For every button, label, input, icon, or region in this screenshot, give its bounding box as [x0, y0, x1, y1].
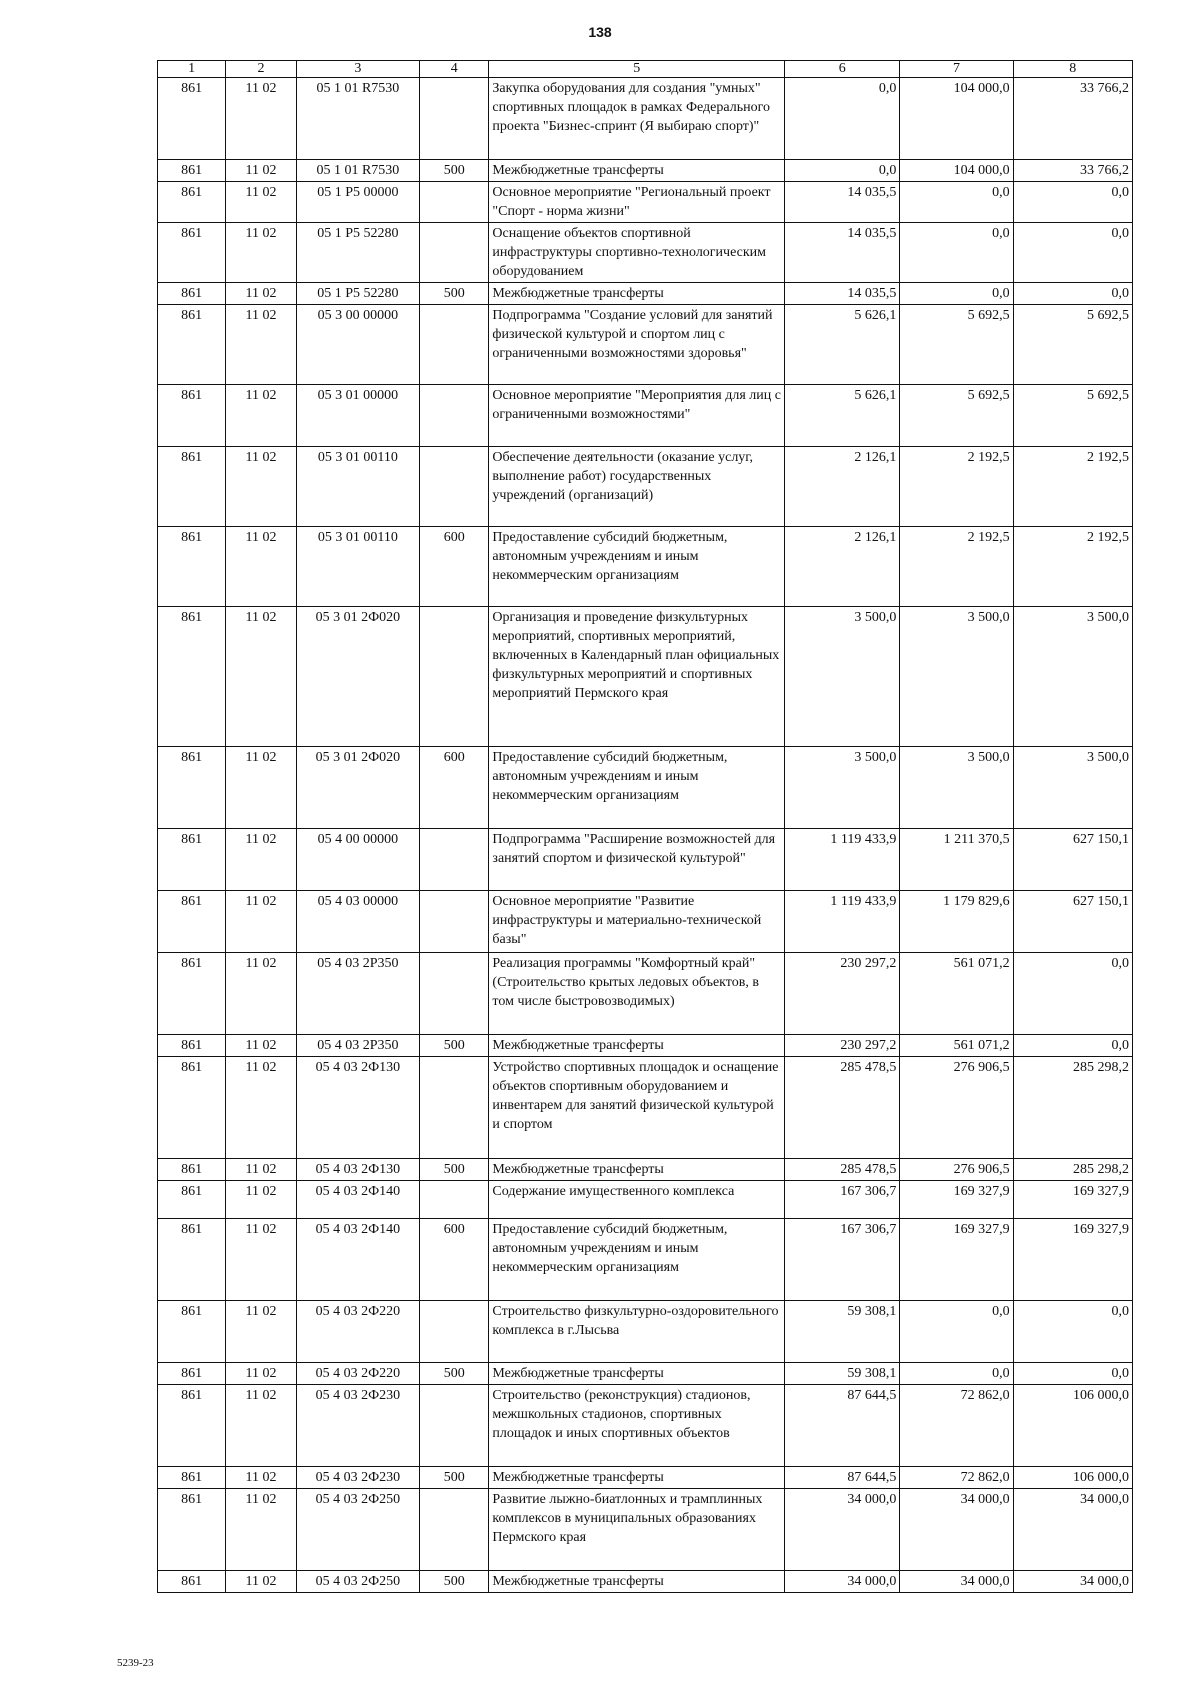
target-article-cell: 05 3 01 2Ф020 — [296, 607, 419, 747]
department-code-cell: 861 — [158, 891, 226, 953]
table-row — [158, 953, 1133, 1035]
amount-2024-cell: 169 327,9 — [900, 1181, 1013, 1219]
amount-2025-cell: 5 692,5 — [1013, 305, 1132, 385]
item-name-cell: Закупка оборудования для создания "умных" спортивных площадок в рамках Федерального проекта "Бизнес-спринт (Я выбираю спорт)" — [489, 78, 785, 160]
section-code-cell: 11 02 — [226, 78, 296, 160]
amount-2024-cell: 169 327,9 — [900, 1219, 1013, 1301]
target-article-cell: 05 4 03 00000 — [296, 891, 419, 953]
amount-2023-cell: 34 000,0 — [785, 1571, 900, 1593]
target-article-cell: 05 1 01 R7530 — [296, 160, 419, 182]
amount-2025-cell: 0,0 — [1013, 1363, 1132, 1385]
item-name-cell: Межбюджетные трансферты — [489, 1571, 785, 1593]
department-code-cell: 861 — [158, 953, 226, 1035]
table-row — [158, 223, 1133, 283]
amount-2025-cell: 34 000,0 — [1013, 1489, 1132, 1571]
department-code-cell: 861 — [158, 607, 226, 747]
table-row — [158, 1385, 1133, 1467]
amount-2023-cell: 3 500,0 — [785, 747, 900, 829]
department-code-cell: 861 — [158, 747, 226, 829]
expense-type-cell: 500 — [420, 160, 489, 182]
amount-2023-cell: 285 478,5 — [785, 1159, 900, 1181]
expense-type-cell — [420, 182, 489, 223]
table-row — [158, 1363, 1133, 1385]
table-row — [158, 1489, 1133, 1571]
amount-2025-cell: 627 150,1 — [1013, 891, 1132, 953]
department-code-cell: 861 — [158, 223, 226, 283]
expense-type-cell — [420, 607, 489, 747]
amount-2023-cell: 2 126,1 — [785, 527, 900, 607]
department-code-cell: 861 — [158, 1363, 226, 1385]
section-code-cell: 11 02 — [226, 223, 296, 283]
section-code-cell: 11 02 — [226, 305, 296, 385]
table-row — [158, 305, 1133, 385]
table-row — [158, 527, 1133, 607]
section-code-cell: 11 02 — [226, 447, 296, 527]
expense-type-cell: 600 — [420, 747, 489, 829]
amount-2025-cell: 0,0 — [1013, 1035, 1132, 1057]
column-header: 7 — [900, 61, 1013, 78]
target-article-cell: 05 4 03 2Ф220 — [296, 1363, 419, 1385]
target-article-cell: 05 4 03 2Ф140 — [296, 1181, 419, 1219]
target-article-cell: 05 4 03 2Р350 — [296, 1035, 419, 1057]
expense-type-cell — [420, 223, 489, 283]
amount-2023-cell: 2 126,1 — [785, 447, 900, 527]
table-row — [158, 385, 1133, 447]
target-article-cell: 05 1 P5 52280 — [296, 223, 419, 283]
expense-type-cell: 600 — [420, 1219, 489, 1301]
expense-type-cell: 500 — [420, 1363, 489, 1385]
target-article-cell: 05 4 00 00000 — [296, 829, 419, 891]
target-article-cell: 05 4 03 2Ф250 — [296, 1571, 419, 1593]
amount-2024-cell: 104 000,0 — [900, 78, 1013, 160]
expense-type-cell — [420, 1385, 489, 1467]
table-row — [158, 891, 1133, 953]
header-row — [158, 61, 1133, 78]
amount-2023-cell: 230 297,2 — [785, 953, 900, 1035]
item-name-cell: Развитие лыжно-биатлонных и трамплинных комплексов в муниципальных образованиях Пермского края — [489, 1489, 785, 1571]
amount-2024-cell: 276 906,5 — [900, 1159, 1013, 1181]
target-article-cell: 05 1 P5 00000 — [296, 182, 419, 223]
department-code-cell: 861 — [158, 447, 226, 527]
section-code-cell: 11 02 — [226, 283, 296, 305]
item-name-cell: Межбюджетные трансферты — [489, 1159, 785, 1181]
target-article-cell: 05 3 01 00000 — [296, 385, 419, 447]
budget-table — [157, 60, 1133, 1593]
table-row — [158, 78, 1133, 160]
amount-2025-cell: 169 327,9 — [1013, 1181, 1132, 1219]
item-name-cell: Подпрограмма "Расширение возможностей для занятий спортом и физической культурой" — [489, 829, 785, 891]
amount-2023-cell: 14 035,5 — [785, 223, 900, 283]
target-article-cell: 05 4 03 2Ф130 — [296, 1159, 419, 1181]
section-code-cell: 11 02 — [226, 182, 296, 223]
amount-2023-cell: 59 308,1 — [785, 1301, 900, 1363]
column-header: 2 — [226, 61, 296, 78]
section-code-cell: 11 02 — [226, 747, 296, 829]
amount-2024-cell: 34 000,0 — [900, 1489, 1013, 1571]
amount-2025-cell: 0,0 — [1013, 182, 1132, 223]
amount-2025-cell: 34 000,0 — [1013, 1571, 1132, 1593]
amount-2023-cell: 0,0 — [785, 78, 900, 160]
amount-2025-cell: 0,0 — [1013, 223, 1132, 283]
section-code-cell: 11 02 — [226, 1301, 296, 1363]
expense-type-cell — [420, 1057, 489, 1159]
target-article-cell: 05 1 P5 52280 — [296, 283, 419, 305]
item-name-cell: Межбюджетные трансферты — [489, 160, 785, 182]
amount-2024-cell: 1 211 370,5 — [900, 829, 1013, 891]
table-row — [158, 1181, 1133, 1219]
amount-2024-cell: 0,0 — [900, 182, 1013, 223]
amount-2023-cell: 230 297,2 — [785, 1035, 900, 1057]
amount-2023-cell: 87 644,5 — [785, 1385, 900, 1467]
item-name-cell: Межбюджетные трансферты — [489, 1467, 785, 1489]
department-code-cell: 861 — [158, 182, 226, 223]
item-name-cell: Межбюджетные трансферты — [489, 1035, 785, 1057]
expense-type-cell — [420, 385, 489, 447]
item-name-cell: Обеспечение деятельности (оказание услуг, выполнение работ) государственных учреждений (организаций) — [489, 447, 785, 527]
expense-type-cell: 500 — [420, 1467, 489, 1489]
amount-2025-cell: 106 000,0 — [1013, 1385, 1132, 1467]
department-code-cell: 861 — [158, 829, 226, 891]
table-row — [158, 1035, 1133, 1057]
expense-type-cell — [420, 891, 489, 953]
amount-2025-cell: 5 692,5 — [1013, 385, 1132, 447]
section-code-cell: 11 02 — [226, 1363, 296, 1385]
item-name-cell: Предоставление субсидий бюджетным, автономным учреждениям и иным некоммерческим организациям — [489, 747, 785, 829]
amount-2025-cell: 0,0 — [1013, 1301, 1132, 1363]
page-number: 138 — [588, 24, 612, 40]
column-header: 1 — [158, 61, 226, 78]
expense-type-cell: 500 — [420, 1035, 489, 1057]
table-row — [158, 1057, 1133, 1159]
amount-2024-cell: 5 692,5 — [900, 385, 1013, 447]
section-code-cell: 11 02 — [226, 607, 296, 747]
expense-type-cell — [420, 305, 489, 385]
section-code-cell: 11 02 — [226, 1385, 296, 1467]
item-name-cell: Реализация программы "Комфортный край" (Строительство крытых ледовых объектов, в том числе быстровозводимых) — [489, 953, 785, 1035]
amount-2024-cell: 34 000,0 — [900, 1571, 1013, 1593]
amount-2025-cell: 169 327,9 — [1013, 1219, 1132, 1301]
table-row — [158, 747, 1133, 829]
item-name-cell: Организация и проведение физкультурных мероприятий, спортивных мероприятий, включенных в Календарный план официальных физкультурных мероприятий и спортивных мероприятий Пермского края — [489, 607, 785, 747]
amount-2023-cell: 14 035,5 — [785, 182, 900, 223]
amount-2024-cell: 3 500,0 — [900, 747, 1013, 829]
section-code-cell: 11 02 — [226, 953, 296, 1035]
target-article-cell: 05 3 01 2Ф020 — [296, 747, 419, 829]
amount-2025-cell: 33 766,2 — [1013, 160, 1132, 182]
department-code-cell: 861 — [158, 1181, 226, 1219]
section-code-cell: 11 02 — [226, 1489, 296, 1571]
section-code-cell: 11 02 — [226, 829, 296, 891]
department-code-cell: 861 — [158, 1467, 226, 1489]
item-name-cell: Основное мероприятие "Региональный проект "Спорт - норма жизни" — [489, 182, 785, 223]
department-code-cell: 861 — [158, 385, 226, 447]
expense-type-cell: 500 — [420, 1159, 489, 1181]
department-code-cell: 861 — [158, 1159, 226, 1181]
department-code-cell: 861 — [158, 1489, 226, 1571]
amount-2023-cell: 59 308,1 — [785, 1363, 900, 1385]
table-row — [158, 283, 1133, 305]
expense-type-cell: 500 — [420, 283, 489, 305]
amount-2023-cell: 285 478,5 — [785, 1057, 900, 1159]
target-article-cell: 05 4 03 2Ф130 — [296, 1057, 419, 1159]
section-code-cell: 11 02 — [226, 527, 296, 607]
amount-2025-cell: 0,0 — [1013, 283, 1132, 305]
section-code-cell: 11 02 — [226, 891, 296, 953]
amount-2025-cell: 285 298,2 — [1013, 1057, 1132, 1159]
table-row — [158, 182, 1133, 223]
amount-2025-cell: 33 766,2 — [1013, 78, 1132, 160]
department-code-cell: 861 — [158, 78, 226, 160]
department-code-cell: 861 — [158, 1035, 226, 1057]
department-code-cell: 861 — [158, 1385, 226, 1467]
amount-2024-cell: 276 906,5 — [900, 1057, 1013, 1159]
section-code-cell: 11 02 — [226, 1057, 296, 1159]
amount-2025-cell: 285 298,2 — [1013, 1159, 1132, 1181]
target-article-cell: 05 1 01 R7530 — [296, 78, 419, 160]
item-name-cell: Межбюджетные трансферты — [489, 283, 785, 305]
target-article-cell: 05 3 00 00000 — [296, 305, 419, 385]
amount-2024-cell: 1 179 829,6 — [900, 891, 1013, 953]
amount-2024-cell: 2 192,5 — [900, 527, 1013, 607]
document-code: 5239-23 — [117, 1657, 154, 1669]
table-row — [158, 447, 1133, 527]
table-header — [158, 61, 1133, 78]
target-article-cell: 05 3 01 00110 — [296, 527, 419, 607]
amount-2024-cell: 0,0 — [900, 1363, 1013, 1385]
amount-2023-cell: 5 626,1 — [785, 305, 900, 385]
item-name-cell: Предоставление субсидий бюджетным, автономным учреждениям и иным некоммерческим организациям — [489, 1219, 785, 1301]
expense-type-cell — [420, 1301, 489, 1363]
amount-2025-cell: 0,0 — [1013, 953, 1132, 1035]
amount-2024-cell: 72 862,0 — [900, 1467, 1013, 1489]
section-code-cell: 11 02 — [226, 1571, 296, 1593]
expense-type-cell — [420, 78, 489, 160]
target-article-cell: 05 4 03 2Ф140 — [296, 1219, 419, 1301]
expense-type-cell — [420, 447, 489, 527]
expense-type-cell — [420, 1181, 489, 1219]
table-row — [158, 607, 1133, 747]
item-name-cell: Устройство спортивных площадок и оснащение объектов спортивным оборудованием и инвентарем для занятий физической культурой и спортом — [489, 1057, 785, 1159]
department-code-cell: 861 — [158, 305, 226, 385]
column-header: 5 — [489, 61, 785, 78]
target-article-cell: 05 4 03 2Ф230 — [296, 1385, 419, 1467]
amount-2025-cell: 106 000,0 — [1013, 1467, 1132, 1489]
item-name-cell: Строительство физкультурно-оздоровительного комплекса в г.Лысьва — [489, 1301, 785, 1363]
target-article-cell: 05 4 03 2Ф250 — [296, 1489, 419, 1571]
amount-2023-cell: 167 306,7 — [785, 1219, 900, 1301]
amount-2024-cell: 2 192,5 — [900, 447, 1013, 527]
section-code-cell: 11 02 — [226, 1467, 296, 1489]
amount-2023-cell: 14 035,5 — [785, 283, 900, 305]
department-code-cell: 861 — [158, 160, 226, 182]
table-row — [158, 1301, 1133, 1363]
section-code-cell: 11 02 — [226, 1159, 296, 1181]
expense-type-cell: 600 — [420, 527, 489, 607]
amount-2023-cell: 87 644,5 — [785, 1467, 900, 1489]
amount-2025-cell: 3 500,0 — [1013, 747, 1132, 829]
amount-2024-cell: 561 071,2 — [900, 1035, 1013, 1057]
item-name-cell: Строительство (реконструкция) стадионов, межшкольных стадионов, спортивных площадок и иных спортивных объектов — [489, 1385, 785, 1467]
amount-2025-cell: 627 150,1 — [1013, 829, 1132, 891]
amount-2024-cell: 0,0 — [900, 283, 1013, 305]
department-code-cell: 861 — [158, 527, 226, 607]
department-code-cell: 861 — [158, 1301, 226, 1363]
column-header: 3 — [296, 61, 419, 78]
column-header: 6 — [785, 61, 900, 78]
column-header: 4 — [420, 61, 489, 78]
table-row — [158, 1467, 1133, 1489]
table-row — [158, 1571, 1133, 1593]
amount-2025-cell: 2 192,5 — [1013, 527, 1132, 607]
item-name-cell: Основное мероприятие "Развитие инфраструктуры и материально-технической базы" — [489, 891, 785, 953]
table-row — [158, 1159, 1133, 1181]
item-name-cell: Межбюджетные трансферты — [489, 1363, 785, 1385]
amount-2024-cell: 72 862,0 — [900, 1385, 1013, 1467]
amount-2024-cell: 3 500,0 — [900, 607, 1013, 747]
department-code-cell: 861 — [158, 1057, 226, 1159]
amount-2024-cell: 0,0 — [900, 1301, 1013, 1363]
item-name-cell: Оснащение объектов спортивной инфраструктуры спортивно-технологическим оборудованием — [489, 223, 785, 283]
amount-2023-cell: 34 000,0 — [785, 1489, 900, 1571]
target-article-cell: 05 3 01 00110 — [296, 447, 419, 527]
expense-type-cell — [420, 829, 489, 891]
section-code-cell: 11 02 — [226, 1181, 296, 1219]
column-header: 8 — [1013, 61, 1132, 78]
item-name-cell: Предоставление субсидий бюджетным, автономным учреждениям и иным некоммерческим организациям — [489, 527, 785, 607]
department-code-cell: 861 — [158, 1571, 226, 1593]
amount-2023-cell: 1 119 433,9 — [785, 829, 900, 891]
amount-2023-cell: 3 500,0 — [785, 607, 900, 747]
table-row — [158, 160, 1133, 182]
target-article-cell: 05 4 03 2Ф230 — [296, 1467, 419, 1489]
section-code-cell: 11 02 — [226, 1035, 296, 1057]
expense-type-cell: 500 — [420, 1571, 489, 1593]
amount-2023-cell: 1 119 433,9 — [785, 891, 900, 953]
amount-2025-cell: 3 500,0 — [1013, 607, 1132, 747]
expense-type-cell — [420, 953, 489, 1035]
amount-2024-cell: 104 000,0 — [900, 160, 1013, 182]
table-body — [158, 78, 1133, 1593]
department-code-cell: 861 — [158, 283, 226, 305]
amount-2024-cell: 5 692,5 — [900, 305, 1013, 385]
amount-2024-cell: 561 071,2 — [900, 953, 1013, 1035]
table-row — [158, 1219, 1133, 1301]
amount-2023-cell: 5 626,1 — [785, 385, 900, 447]
target-article-cell: 05 4 03 2Р350 — [296, 953, 419, 1035]
item-name-cell: Содержание имущественного комплекса — [489, 1181, 785, 1219]
item-name-cell: Основное мероприятие "Мероприятия для лиц с ограниченными возможностями" — [489, 385, 785, 447]
section-code-cell: 11 02 — [226, 160, 296, 182]
table-row — [158, 829, 1133, 891]
item-name-cell: Подпрограмма "Создание условий для занятий физической культурой и спортом лиц с ограниченными возможностями здоровья" — [489, 305, 785, 385]
amount-2023-cell: 167 306,7 — [785, 1181, 900, 1219]
amount-2024-cell: 0,0 — [900, 223, 1013, 283]
expense-type-cell — [420, 1489, 489, 1571]
amount-2025-cell: 2 192,5 — [1013, 447, 1132, 527]
department-code-cell: 861 — [158, 1219, 226, 1301]
section-code-cell: 11 02 — [226, 1219, 296, 1301]
section-code-cell: 11 02 — [226, 385, 296, 447]
amount-2023-cell: 0,0 — [785, 160, 900, 182]
target-article-cell: 05 4 03 2Ф220 — [296, 1301, 419, 1363]
